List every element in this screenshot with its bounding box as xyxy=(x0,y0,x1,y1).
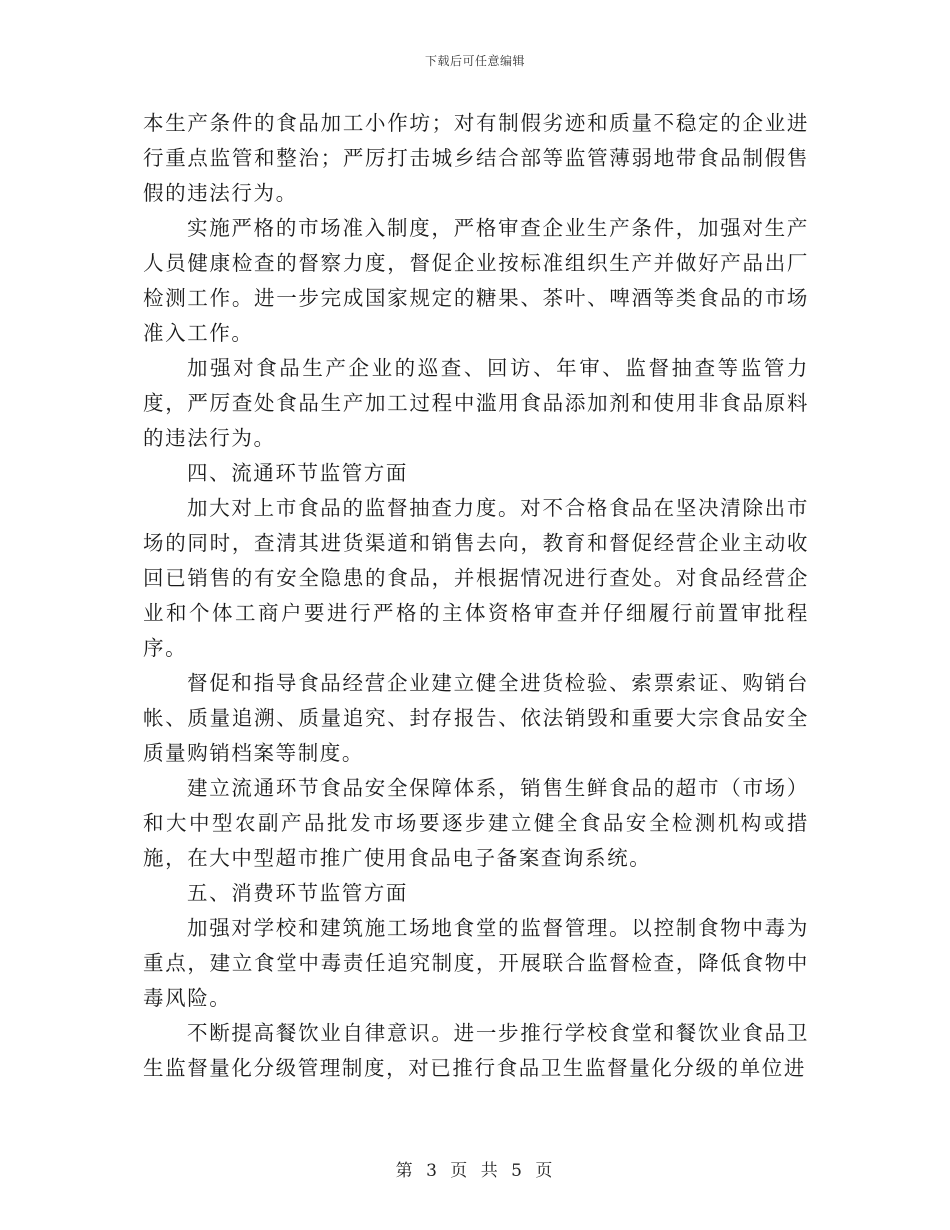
paragraph: 督促和指导食品经营企业建立健全进货检验、索票索证、购销台帐、质量追溯、质量追究、封存报告、依法销毁和重要大宗食品安全质量购销档案等制度。 xyxy=(143,671,809,765)
paragraph: 实施严格的市场准入制度，严格审查企业生产条件，加强对生产人员健康检查的督察力度，督促企业按标准组织生产并做好产品出厂检测工作。进一步完成国家规定的糖果、茶叶、啤酒等类食品的市场准入工作。 xyxy=(143,216,809,345)
section-heading: 四、流通环节监管方面 xyxy=(187,461,408,485)
paragraph: 加大对上市食品的监督抽查力度。对不合格食品在坚决清除出市场的同时，查清其进货渠道和销售去向，教育和督促经营企业主动收回已销售的有安全隐患的食品，并根据情况进行查处。对食品经营企业和个体工商户要进行严格的主体资格审查并仔细履行前置审批程序。 xyxy=(143,496,809,660)
paragraph: 本生产条件的食品加工小作坊；对有制假劣迹和质量不稳定的企业进行重点监管和整治；严厉打击城乡结合部等监管薄弱地带食品制假售假的违法行为。 xyxy=(143,111,809,205)
paragraph: 建立流通环节食品安全保障体系，销售生鲜食品的超市（市场）和大中型农副产品批发市场要逐步建立健全食品安全检测机构或措施，在大中型超市推广使用食品电子备案查询系统。 xyxy=(143,776,809,870)
section-heading: 五、消费环节监管方面 xyxy=(187,881,408,905)
page-number: 第 3 页 共 5 页 xyxy=(395,1161,555,1181)
paragraph: 加强对食品生产企业的巡查、回访、年审、监督抽查等监管力度，严厉查处食品生产加工过程中滥用食品添加剂和使用非食品原料的违法行为。 xyxy=(143,356,809,450)
paragraph: 不断提高餐饮业自律意识。进一步推行学校食堂和餐饮业食品卫生监督量化分级管理制度，对已推行食品卫生监督量化分级的单位进 xyxy=(143,1021,809,1080)
page-header: 下载后可任意编辑 xyxy=(424,54,525,68)
document-body xyxy=(143,106,809,1086)
paragraph: 加强对学校和建筑施工场地食堂的监督管理。以控制食物中毒为重点，建立食堂中毒责任追究制度，开展联合监督检查，降低食物中毒风险。 xyxy=(143,916,809,1010)
